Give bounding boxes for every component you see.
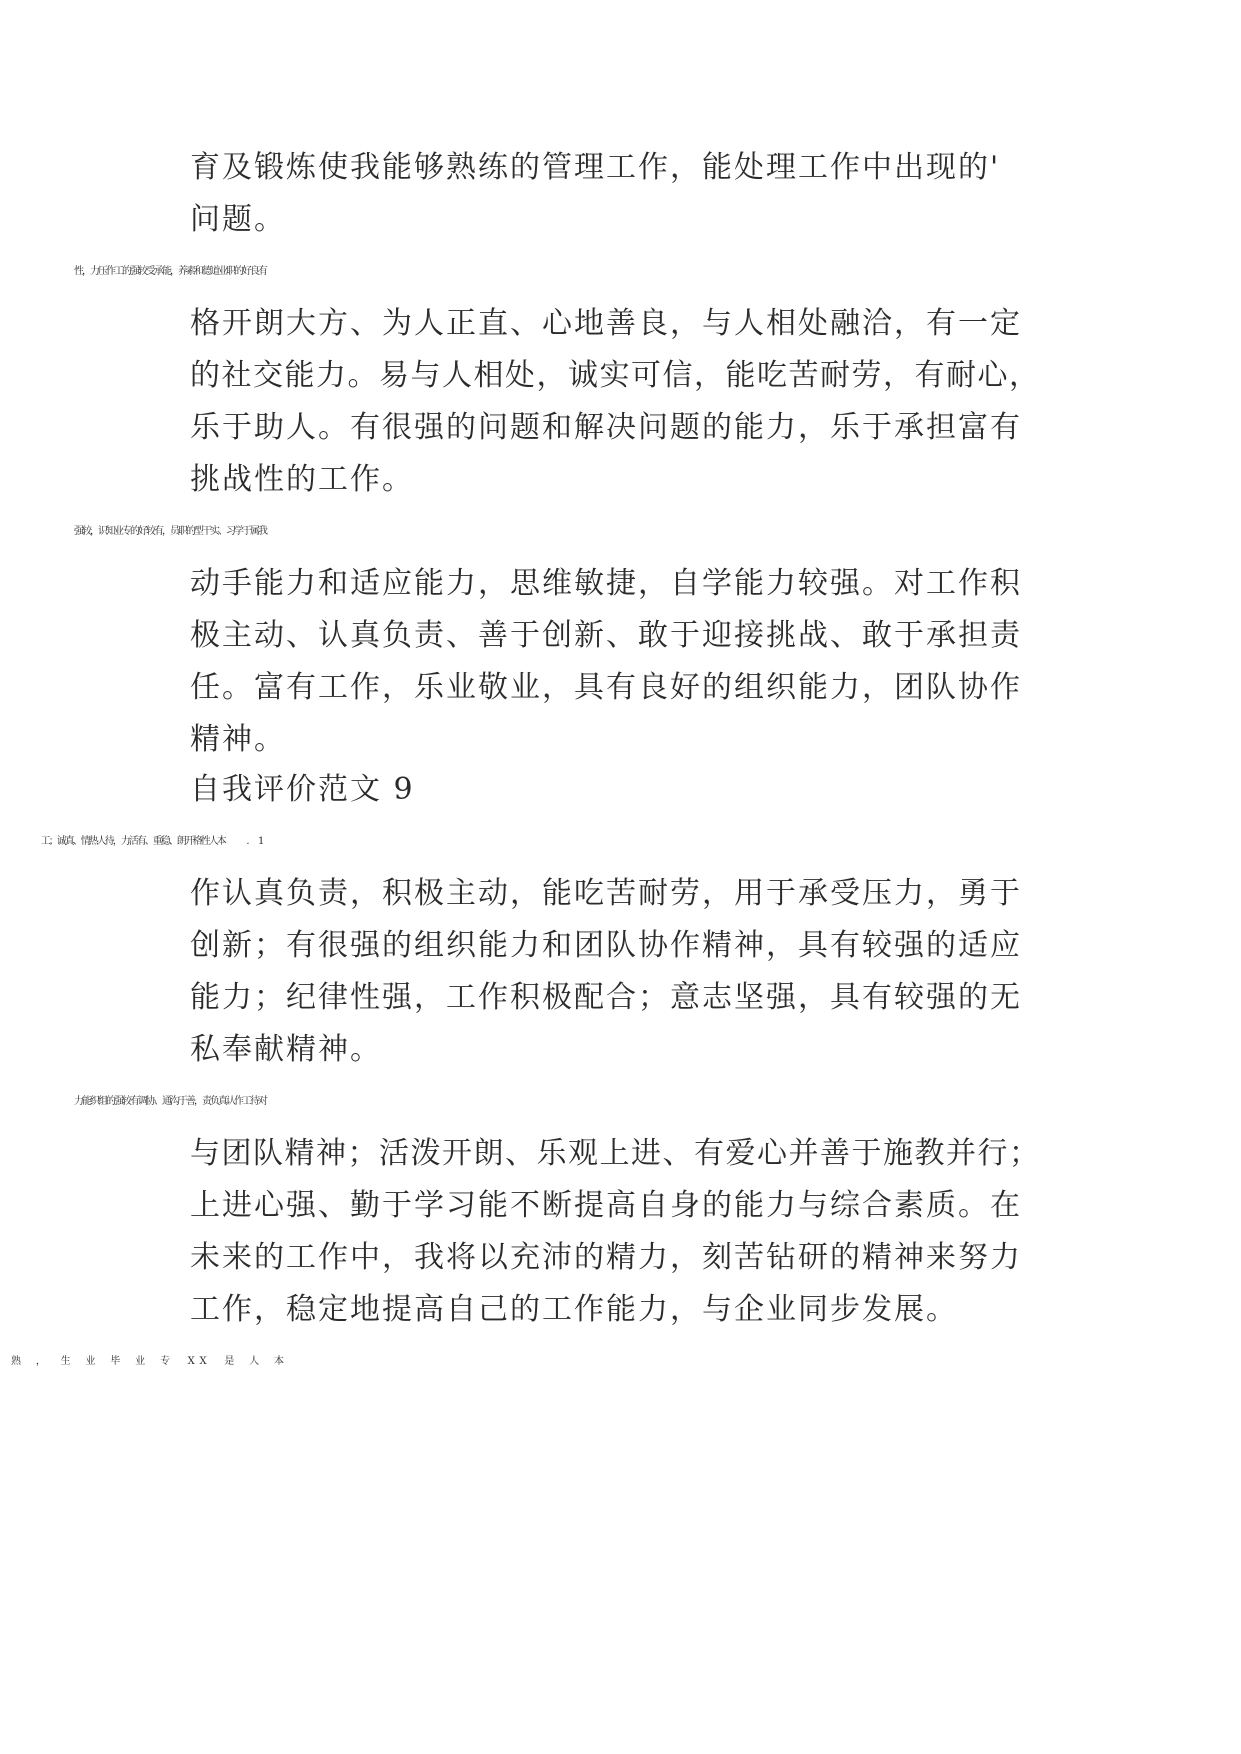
paragraph-line: 创新；有很强的组织能力和团队协作精神，具有较强的适应 xyxy=(190,928,1022,963)
paragraph-line: 挑战性的工作。 xyxy=(190,462,414,497)
paragraph-line xyxy=(258,822,1120,862)
paragraph-line: 作认真负责，积极主动，能吃苦耐劳，用于承受压力，勇于 xyxy=(190,876,1022,911)
paragraph-line: 未来的工作中，我将以充沛的精力，刻苦钻研的精神来努力 xyxy=(190,1240,1022,1275)
paragraph-line: 能力；纪律性强，工作积极配合；意志坚强，具有较强的无 xyxy=(190,980,1022,1015)
paragraph-line xyxy=(258,512,1120,552)
paragraph-line: 格开朗大方、为人正直、心地善良，与人相处融洽，有一定 xyxy=(190,306,1022,341)
paragraph-line: 的社交能力。易与人相处，诚实可信，能吃苦耐劳，有耐心， xyxy=(190,358,1041,393)
paragraph-line xyxy=(258,1082,1120,1122)
paragraph-line: 动手能力和适应能力，思维敏捷，自学能力较强。对工作积 xyxy=(190,566,1022,601)
paragraph-line: 问题。 xyxy=(190,202,286,237)
paragraph-line: 育及锻炼使我能够熟练的管理工作，能处理工作中出现的' xyxy=(190,150,1001,185)
section-heading: 自我评价范文 9 xyxy=(190,772,415,807)
paragraph-line: 精神。 xyxy=(190,722,286,757)
paragraph-line: 乐于助人。有很强的问题和解决问题的能力，乐于承担富有 xyxy=(190,410,1022,445)
paragraph-line: 与团队精神；活泼开朗、乐观上进、有爱心并善于施教并行； xyxy=(190,1136,1041,1171)
paragraph-line: 极主动、认真负责、善于创新、敢于迎接挑战、敢于承担责 xyxy=(190,618,1022,653)
paragraph-line: 工作，稳定地提高自己的工作能力，与企业同步发展。 xyxy=(190,1292,958,1327)
paragraph-line: 私奉献精神。 xyxy=(190,1032,382,1067)
paragraph-line xyxy=(258,252,1120,292)
paragraph-line: 上进心强、勤于学习能不断提高自身的能力与综合素质。在 xyxy=(190,1188,1022,1223)
paragraph-line: 任。富有工作，乐业敬业，具有良好的组织能力，团队协作 xyxy=(190,670,1022,705)
paragraph-line xyxy=(274,1342,1136,1382)
